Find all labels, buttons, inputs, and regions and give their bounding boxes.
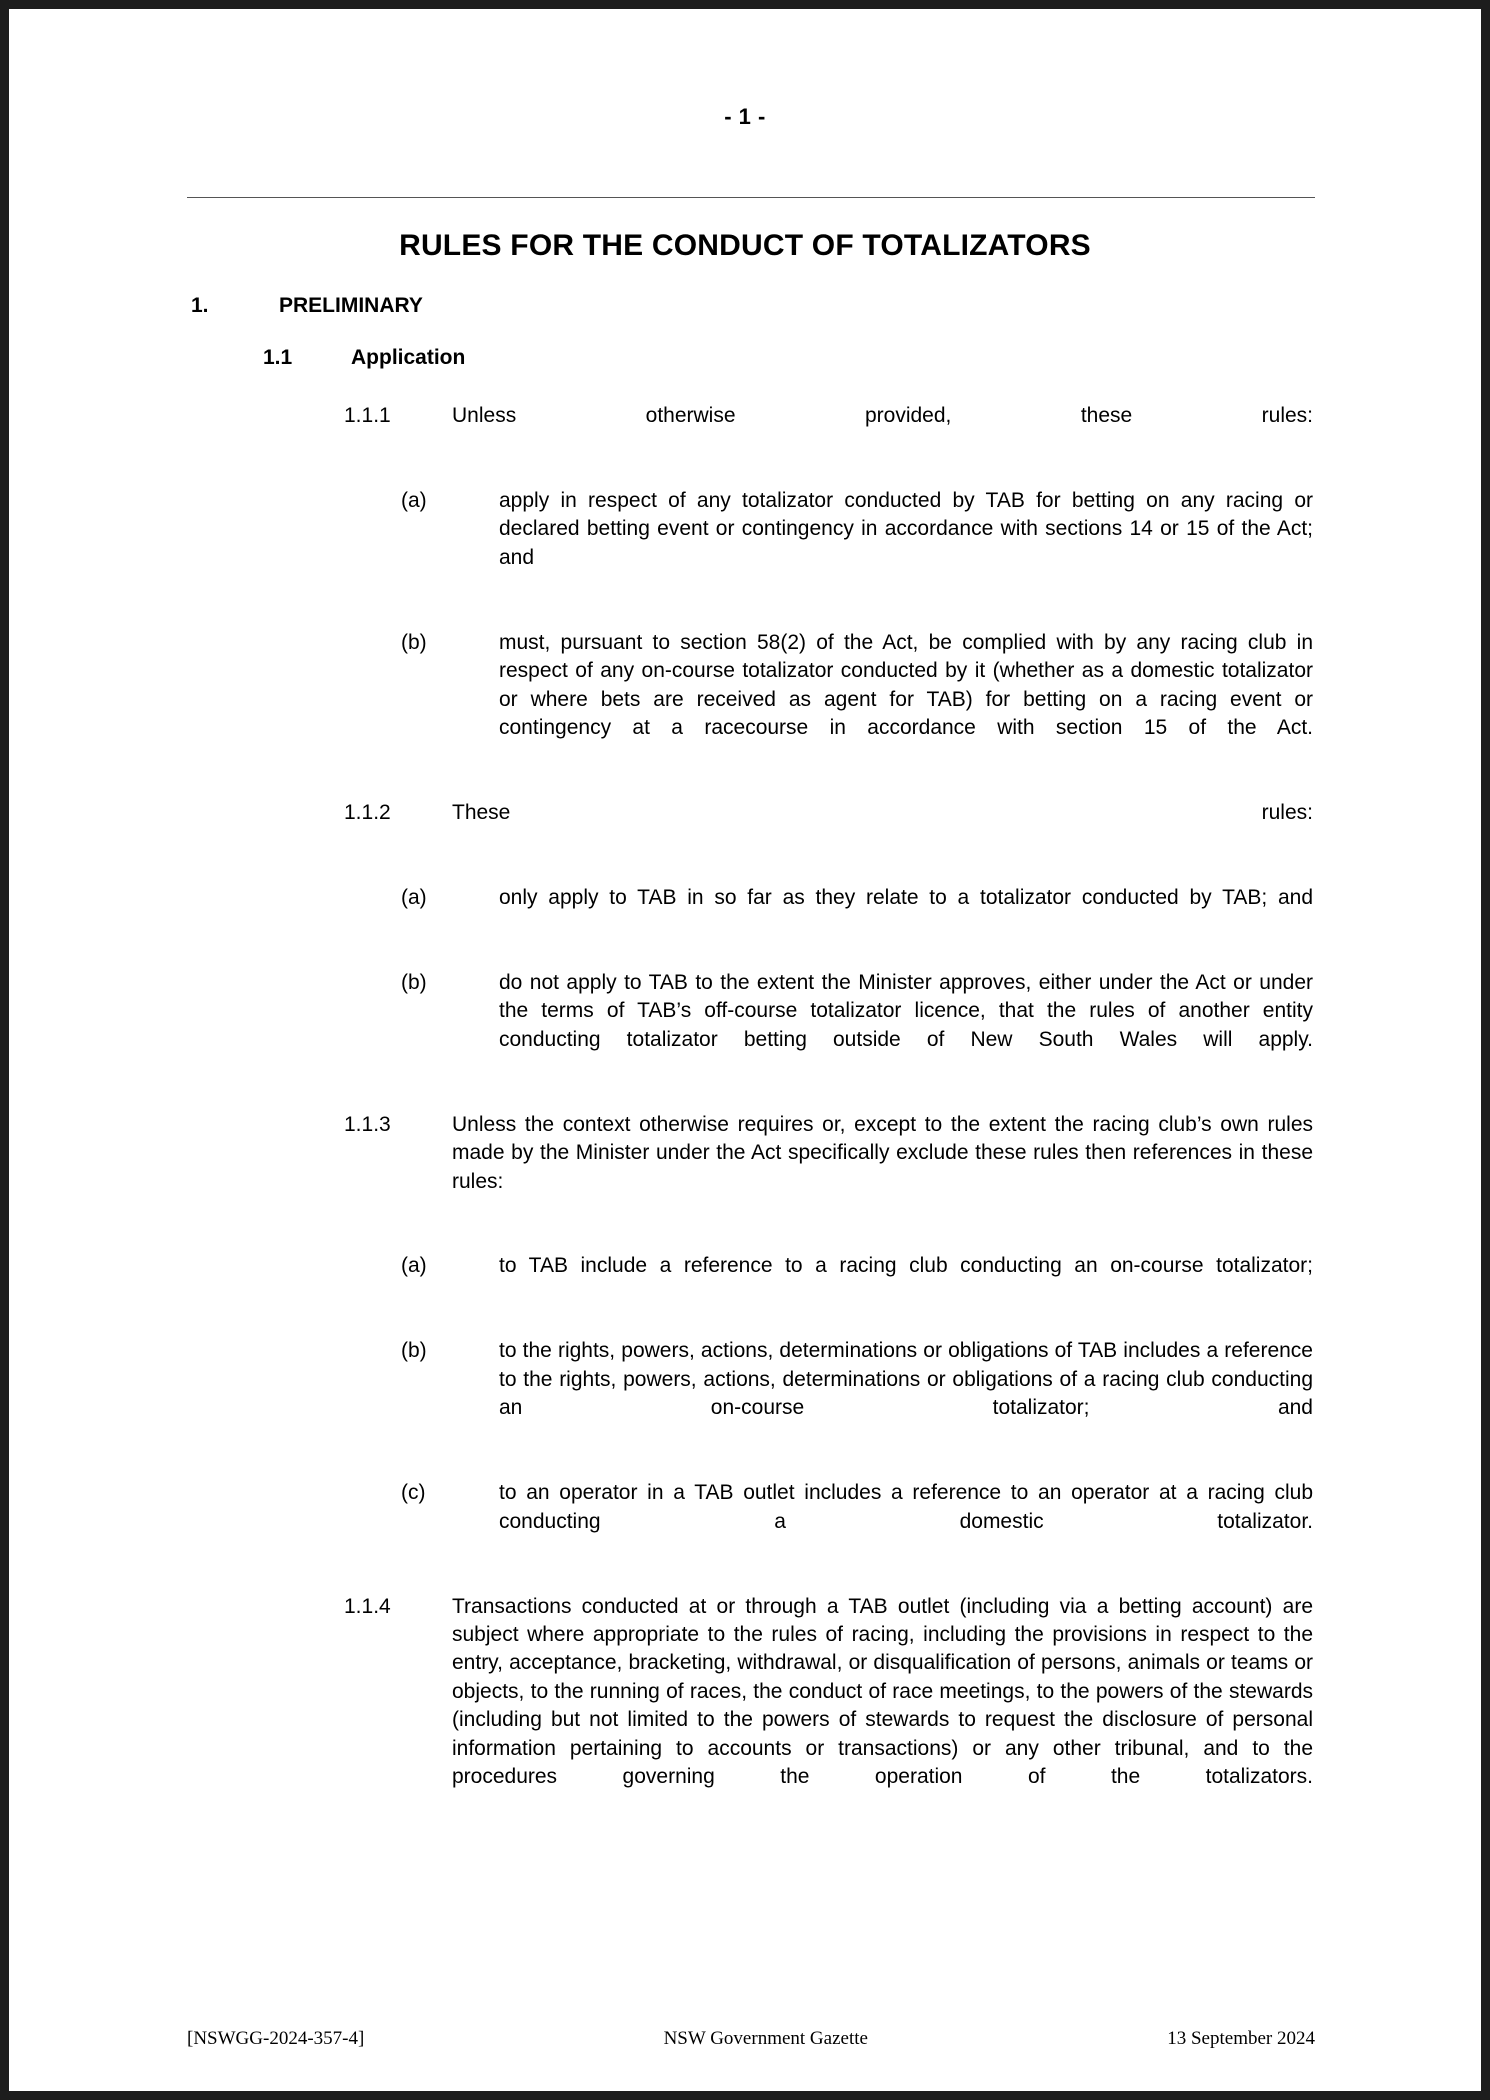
clause-number-1-1-3: 1.1.3 [344,1112,391,1136]
page-footer [187,2019,1315,2059]
section-number-1: 1. [191,294,209,317]
clause-1-1-4 [344,1593,1313,1821]
subclause-text-1-1-3-c: to an operator in a TAB outlet includes a reference to an operator at a racing club conducting a domestic totalizator. [499,1481,1313,1533]
section-label-1-1: Application [351,346,466,369]
section-heading-1 [191,294,1481,318]
footer-date: 13 September 2024 [1167,2028,1315,2049]
clause-number-1-1-4: 1.1.4 [344,1594,391,1618]
subclause-marker-1-1-2-a: (a) [401,885,427,909]
subclause-text-1-1-2-a: only apply to TAB in so far as they relate to a totalizator conducted by TAB; and [499,885,1313,909]
document-body [9,294,1481,1848]
subclause-marker-1-1-3-a: (a) [401,1254,427,1278]
clause-text-1-1-3: Unless the context otherwise requires or, except to the extent the racing club’s own rules made by the Minister under the Act specifically exclude these rules then references in these rules: [452,1112,1313,1193]
subclause-marker-1-1-3-b: (b) [401,1339,427,1363]
subclause-text-1-1-2-b: do not apply to TAB to the extent the Minister approves, either under the Act or under the terms of TAB’s off-course totalizator licence, that the rules of another entity conducting totalizator betting outside of New South Wales will apply. [499,970,1313,1051]
clause-text-1-1-4: Transactions conducted at or through a TAB outlet (including via a betting account) are subject where appropriate to the rules of racing, including the provisions in respect to the entry, acceptance, bracketing, withdrawal, or disqualification of persons, animals or teams or objects, to the running of races, the conduct of race meetings, to the powers of the stewards (including but not limited to the powers of stewards to request the disclosure of personal information pertaining to accounts or transactions) or any other tribunal, and to the procedures governing the operation of the totalizators. [452,1594,1313,1789]
subclause-text-1-1-1-b: must, pursuant to section 58(2) of the Act, be complied with by any racing club in respect of any on-course totalizator conducted by it (whether as a domestic totalizator or where bets are received as agent for TAB) for betting on a racing event or contingency at a racecourse in accordance with section 15 of the Act. [499,630,1313,740]
section-label-1: PRELIMINARY [279,294,423,317]
subclause-marker-1-1-1-b: (b) [401,630,427,654]
subclause-text-1-1-3-b: to the rights, powers, actions, determinations or obligations of TAB includes a reference to the rights, powers, actions, determinations or obligations of a racing club conducting an on-course totalizator; and [499,1339,1313,1420]
subclause-marker-1-1-1-a: (a) [401,488,427,512]
document-sheet [9,9,1481,2091]
subclause-marker-1-1-3-c: (c) [401,1481,426,1505]
subclause-text-1-1-1-a: apply in respect of any totalizator conducted by TAB for betting on any racing or declared betting event or contingency in accordance with sections 14 or 15 of the Act; and [499,488,1313,569]
subclause-1-1-3-a [401,1252,1313,1309]
subclause-1-1-1-a [401,487,1313,601]
section-heading-1-1 [263,346,1481,370]
clause-1-1-2 [344,799,1313,856]
clause-text-1-1-2: These rules: [452,800,1313,824]
clause-1-1-3 [344,1111,1313,1225]
clause-1-1-1 [344,402,1313,459]
footer-publication: NSW Government Gazette [663,2028,868,2049]
clause-number-1-1-1: 1.1.1 [344,404,391,427]
subclause-1-1-2-a [401,884,1313,941]
subclause-marker-1-1-2-b: (b) [401,970,427,994]
subclause-1-1-2-b [401,969,1313,1083]
subclause-1-1-3-c [401,1479,1313,1564]
footer-reference: [NSWGG-2024-357-4] [187,2028,365,2049]
page-title: RULES FOR THE CONDUCT OF TOTALIZATORS [399,229,1091,262]
header-divider [187,197,1315,198]
subclause-text-1-1-3-a: to TAB include a reference to a racing club conducting an on-course totalizator; [499,1254,1313,1278]
page-number: - 1 - [724,104,766,129]
clause-text-1-1-1: Unless otherwise provided, these rules: [452,404,1313,427]
section-number-1-1: 1.1 [263,346,293,369]
clause-number-1-1-2: 1.1.2 [344,800,391,824]
subclause-1-1-1-b [401,629,1313,771]
subclause-1-1-3-b [401,1337,1313,1451]
